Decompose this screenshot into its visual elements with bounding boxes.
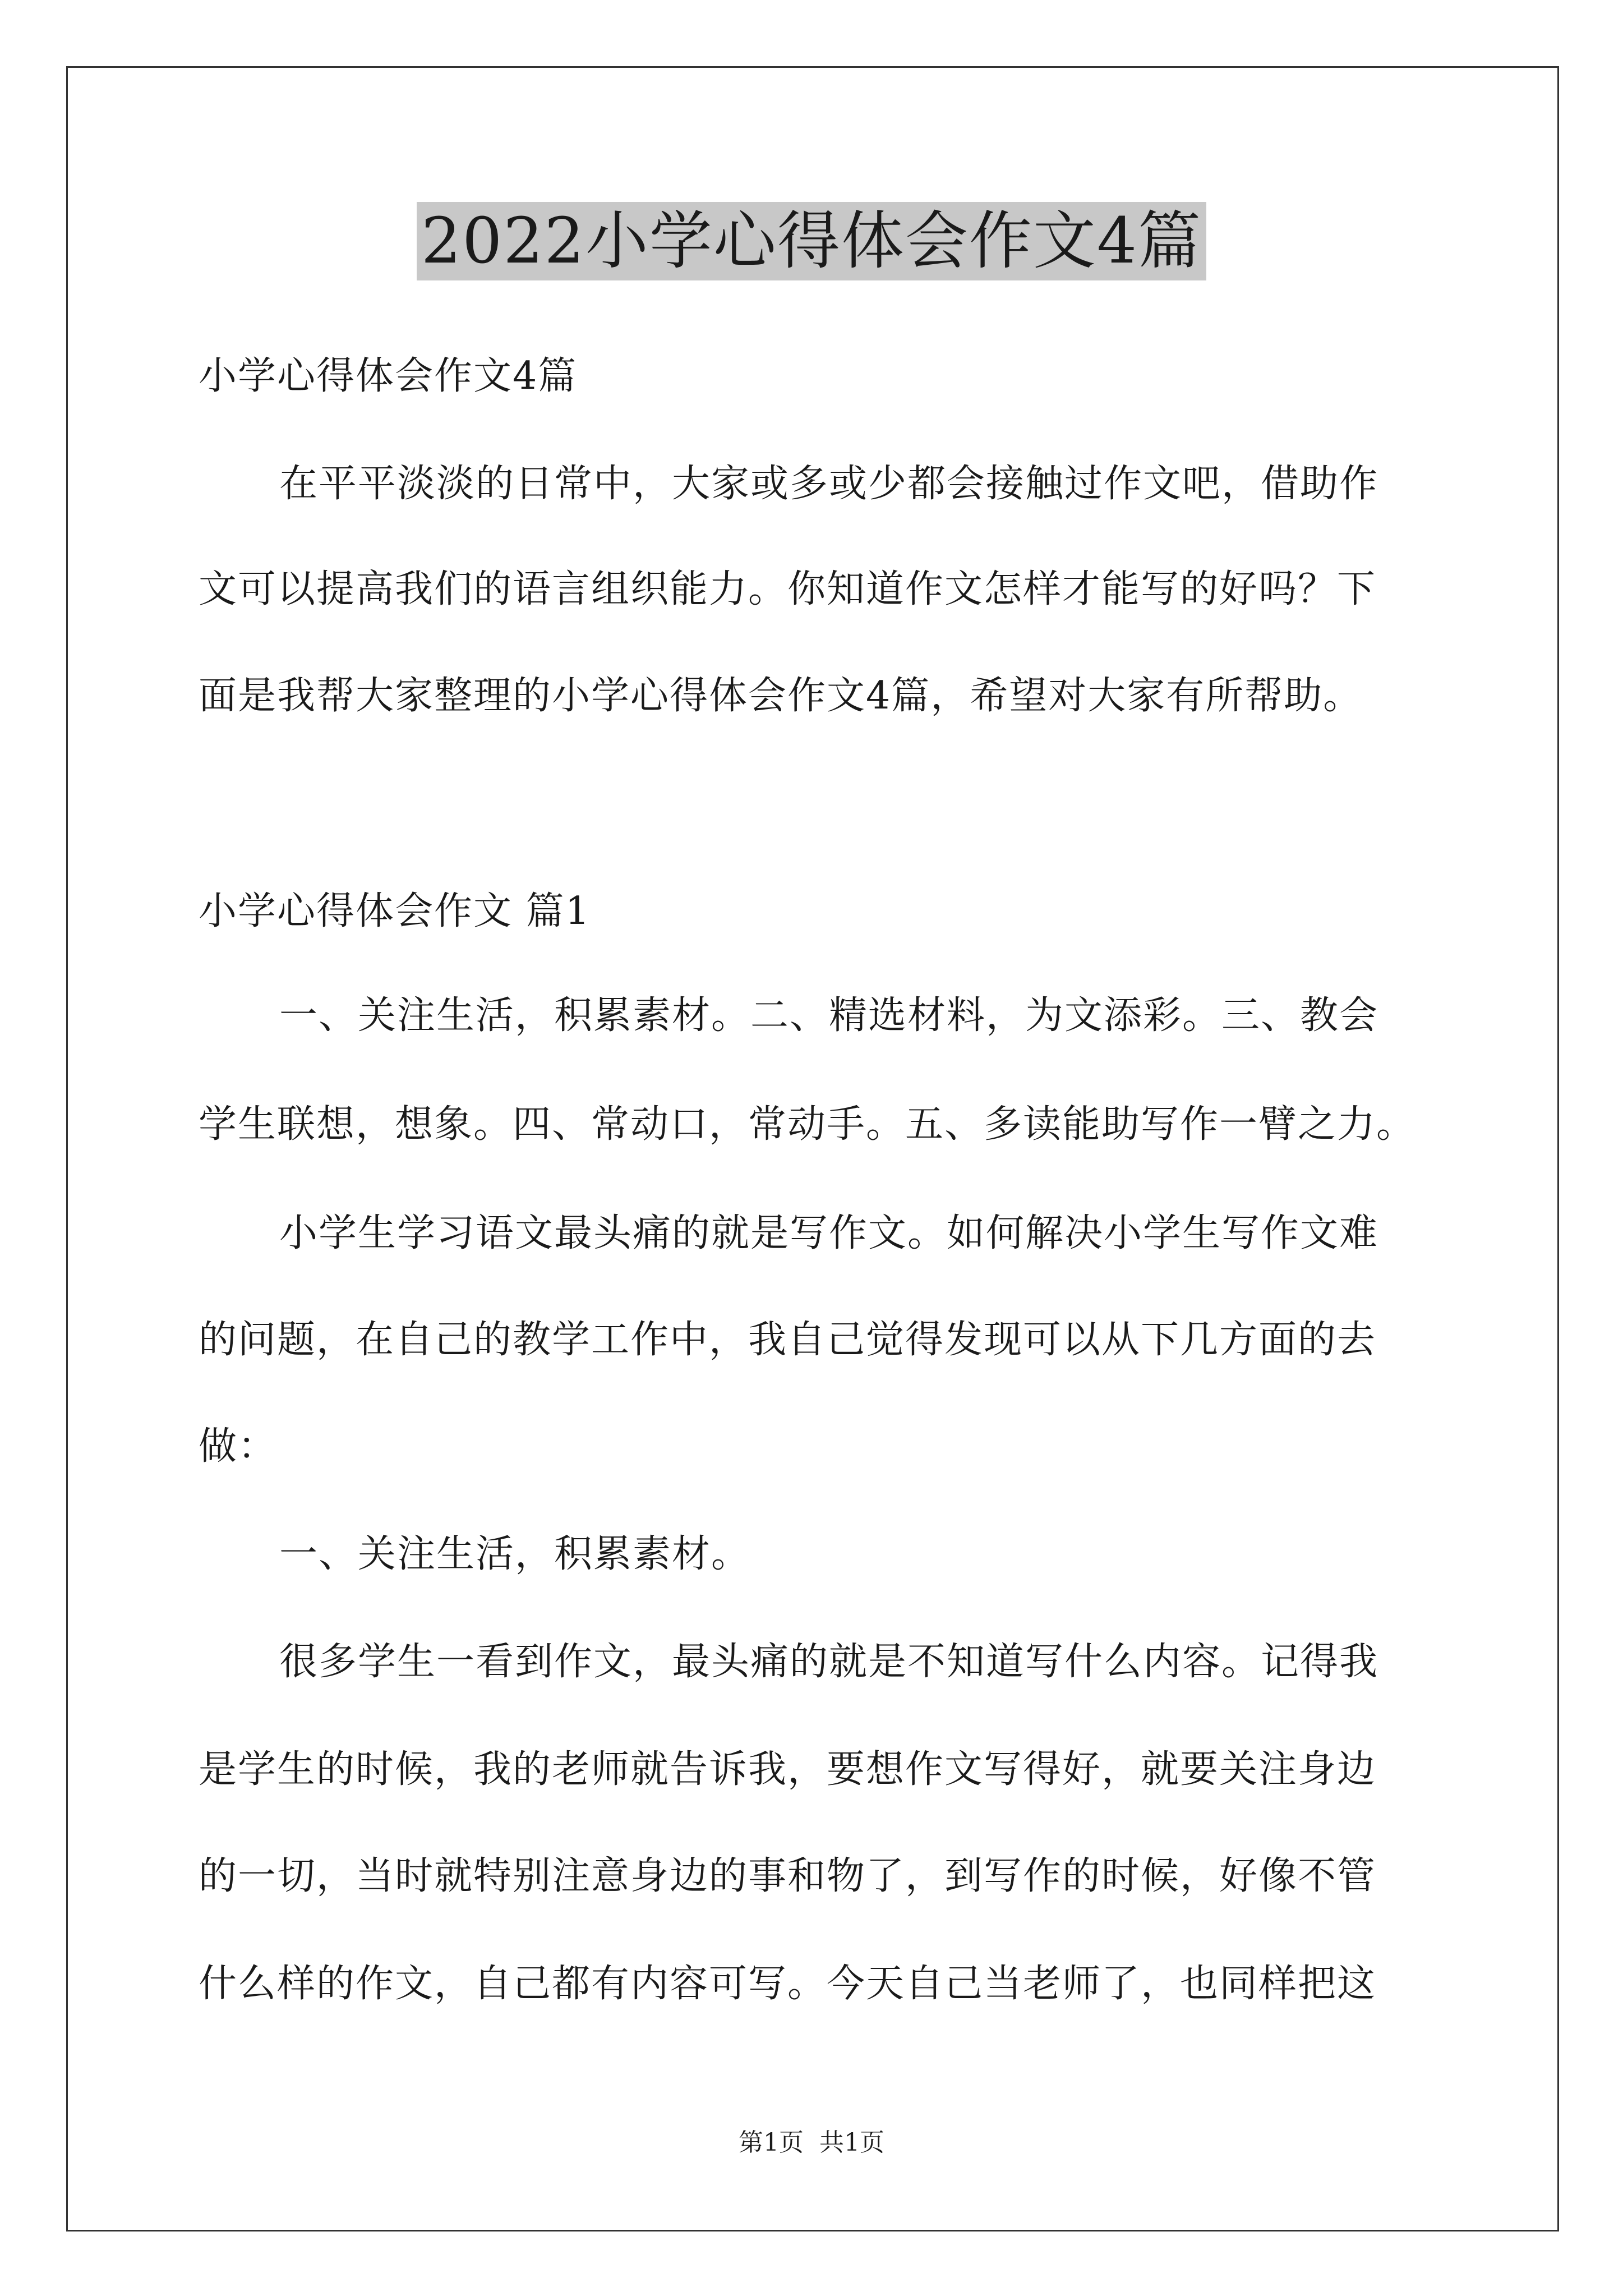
- body-line: 一、关注生活，积累素材。: [279, 1532, 751, 1576]
- body-line: 一、关注生活，积累素材。二、精选材料，为文添彩。三、教会: [279, 993, 1379, 1038]
- body-line: 是学生的时候，我的老师就告诉我，要想作文写得好，就要关注身边: [199, 1747, 1377, 1792]
- body-line: 什么样的作文，自己都有内容可写。今天自己当老师了，也同样把这: [199, 1962, 1377, 2006]
- page-total: 共1页: [819, 2128, 884, 2157]
- page-number: 第1页: [739, 2128, 804, 2157]
- body-line: 的一切，当时就特别注意身边的事和物了，到写作的时候，好像不管: [199, 1854, 1377, 1898]
- body-line: 很多学生一看到作文，最头痛的就是不知道写什么内容。记得我: [279, 1640, 1379, 1684]
- intro-line: 文可以提高我们的语言组织能力。你知道作文怎样才能写的好吗？下: [199, 567, 1377, 611]
- section-heading: 小学心得体会作文 篇1: [199, 889, 591, 933]
- body-line: 学生联想，想象。四、常动口，常动手。五、多读能助写作一臂之力。: [199, 1102, 1416, 1147]
- document-subtitle: 小学心得体会作文4篇: [199, 354, 578, 398]
- intro-line: 面是我帮大家整理的小学心得体会作文4篇，希望对大家有所帮助。: [199, 674, 1363, 718]
- document-title: 2022小学心得体会作文4篇: [417, 202, 1206, 280]
- body-line: 小学生学习语文最头痛的就是写作文。如何解决小学生写作文难: [279, 1211, 1379, 1255]
- body-line: 做：: [199, 1424, 278, 1469]
- body-line: 的问题，在自己的教学工作中，我自己觉得发现可以从下几方面的去: [199, 1318, 1377, 1362]
- page-footer: [0, 2126, 1623, 2160]
- title-area: [0, 202, 1623, 280]
- intro-line: 在平平淡淡的日常中，大家或多或少都会接触过作文吧，借助作: [279, 462, 1379, 506]
